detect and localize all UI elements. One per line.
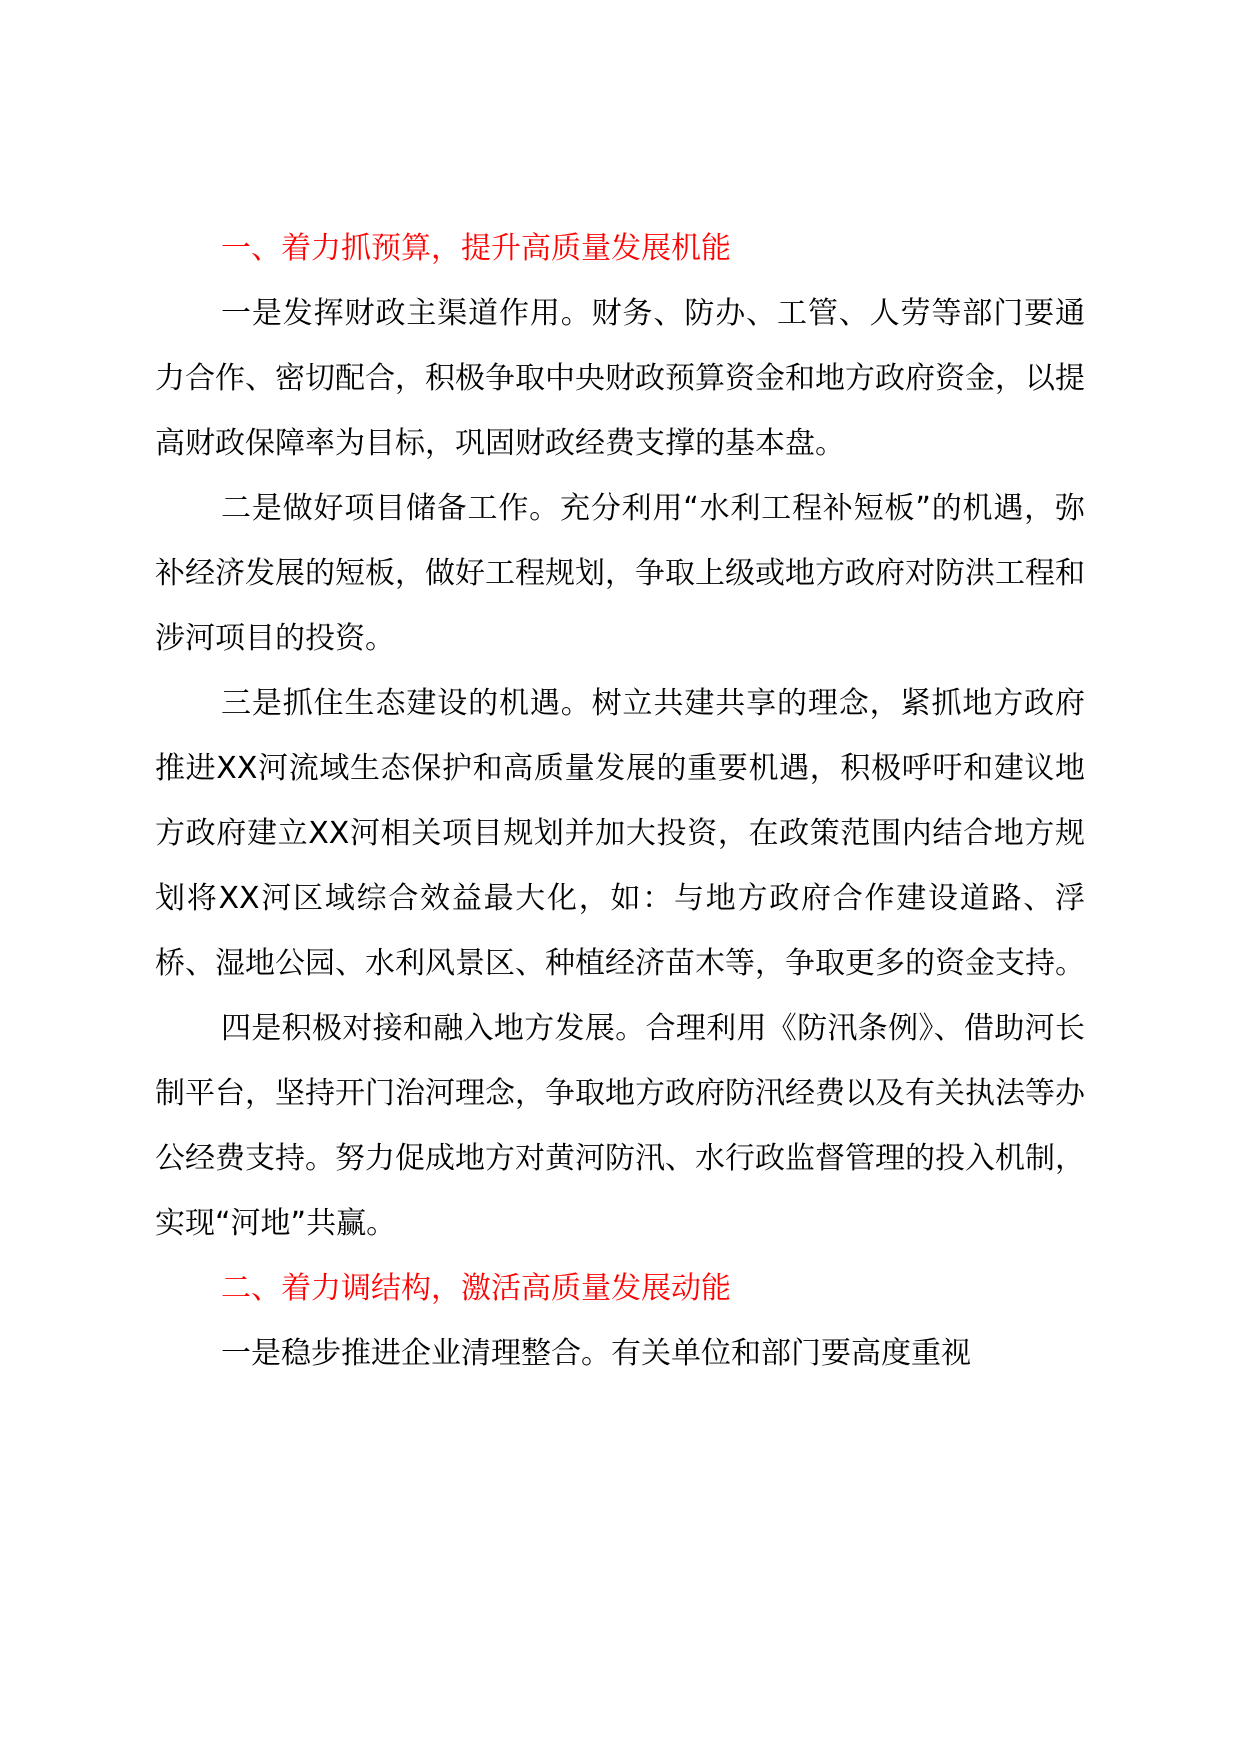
section-heading-1: 一、着力抓预算，提升高质量发展机能 [221, 231, 731, 266]
section-1-paragraph-1: 一是发挥财政主渠道作用。财务、防办、工管、人劳等部门要通力合作、密切配合，积极争取中央财政预算资金和地方政府资金，以提高财政保障率为目标，巩固财政经费支撑的基本盘。 [155, 296, 1085, 461]
section-heading-2: 二、着力调结构，激活高质量发展动能 [221, 1271, 731, 1306]
section-1-paragraph-4: 四是积极对接和融入地方发展。合理利用《防汛条例》、借助河长制平台，坚持开门治河理念，争取地方政府防汛经费以及有关执法等办公经费支持。努力促成地方对黄河防汛、水行政监督管理的投入机制，实现“河地”共赢。 [155, 1011, 1085, 1241]
document-page [155, 216, 1085, 1386]
section-1-paragraph-2: 二是做好项目储备工作。充分利用“水利工程补短板”的机遇，弥补经济发展的短板，做好工程规划，争取上级或地方政府对防洪工程和涉河项目的投资。 [155, 491, 1085, 656]
section-1-paragraph-3: 三是抓住生态建设的机遇。树立共建共享的理念，紧抓地方政府推进XX河流域生态保护和高质量发展的重要机遇，积极呼吁和建议地方政府建立XX河相关项目规划并加大投资，在政策范围内结合地方规划将XX河区域综合效益最大化，如：与地方政府合作建设道路、浮桥、湿地公园、水利风景区、种植经济苗木等，争取更多的资金支持。 [155, 686, 1085, 981]
section-2-paragraph-1: 一是稳步推进企业清理整合。有关单位和部门要高度重视 [221, 1336, 971, 1371]
